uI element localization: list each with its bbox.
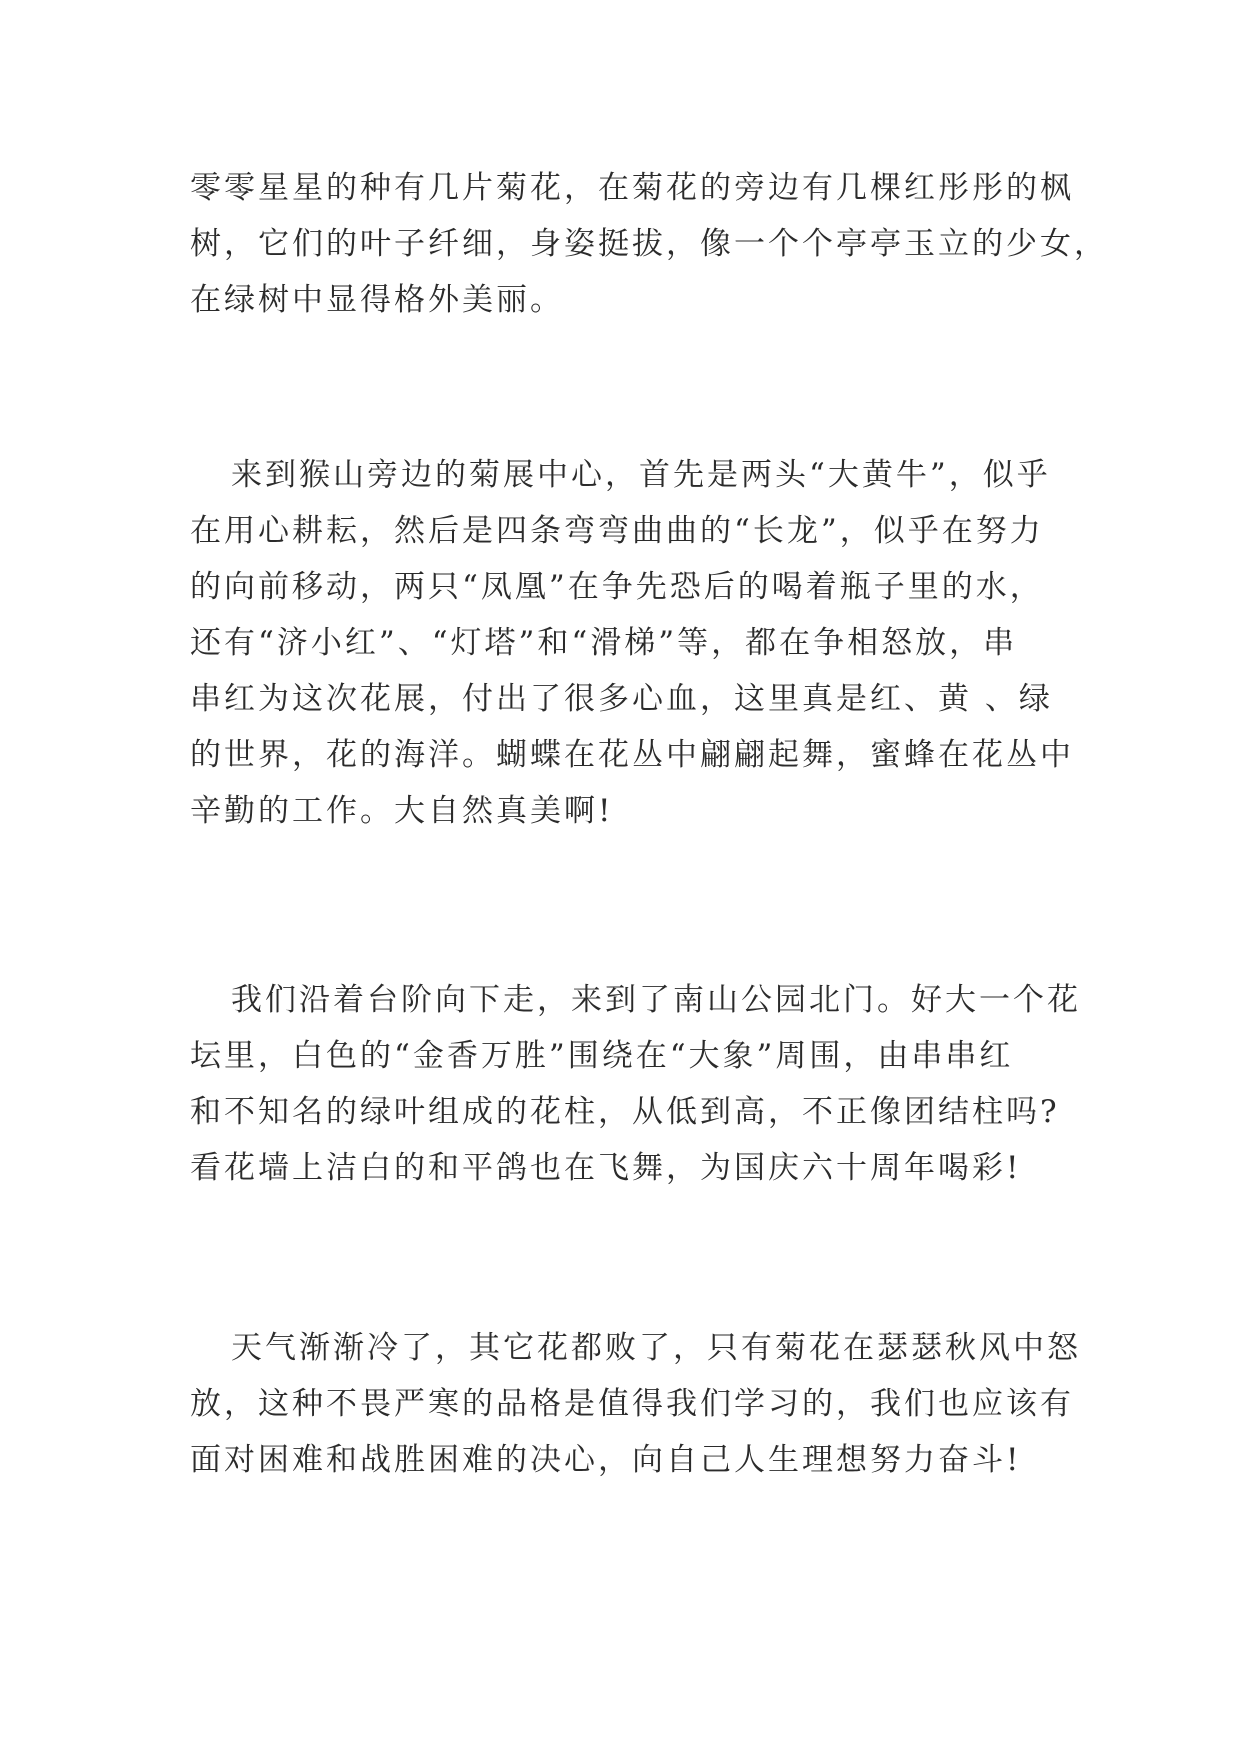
text-line: 看花墙上洁白的和平鸽也在飞舞，为国庆六十周年喝彩! xyxy=(190,1150,1022,1186)
text-line: 在绿树中显得格外美丽。 xyxy=(190,282,564,318)
text-line: 串红为这次花展，付出了很多心血，这里真是红、黄 、绿 xyxy=(190,681,1053,717)
text-line: 来到猴山旁边的菊展中心，首先是两头“大黄牛”，似乎 xyxy=(231,457,1051,493)
text-line: 坛里，白色的“金香万胜”围绕在“大象”周围，由串串红 xyxy=(190,1038,1014,1074)
text-line: 和不知名的绿叶组成的花柱，从低到高，不正像团结柱吗? xyxy=(190,1094,1060,1130)
text-line: 的世界，花的海洋。蝴蝶在花丛中翩翩起舞，蜜蜂在花丛中 xyxy=(190,737,1074,773)
text-line: 天气渐渐冷了，其它花都败了，只有菊花在瑟瑟秋风中怒 xyxy=(231,1330,1081,1366)
text-line: 我们沿着台阶向下走，来到了南山公园北门。好大一个花 xyxy=(231,982,1081,1018)
paragraph-1 xyxy=(190,160,1108,328)
text-line: 面对困难和战胜困难的决心，向自己人生理想努力奋斗! xyxy=(190,1442,1022,1478)
paragraph-2 xyxy=(190,447,1074,839)
text-line: 放，这种不畏严寒的品格是值得我们学习的，我们也应该有 xyxy=(190,1386,1074,1422)
text-line: 在用心耕耘，然后是四条弯弯曲曲的“长龙”，似乎在努力 xyxy=(190,513,1044,549)
text-line: 辛勤的工作。大自然真美啊! xyxy=(190,793,614,829)
paragraph-4 xyxy=(190,1320,1081,1488)
text-line: 的向前移动，两只“凤凰”在争先恐后的喝着瓶子里的水， xyxy=(190,569,1044,605)
text-line: 树，它们的叶子纤细，身姿挺拔，像一个个亭亭玉立的少女， xyxy=(190,226,1108,262)
text-line: 零零星星的种有几片菊花，在菊花的旁边有几棵红彤彤的枫 xyxy=(190,170,1074,206)
paragraph-3 xyxy=(190,972,1081,1196)
text-line: 还有“济小红”、“灯塔”和“滑梯”等，都在争相怒放，串 xyxy=(190,625,1018,661)
